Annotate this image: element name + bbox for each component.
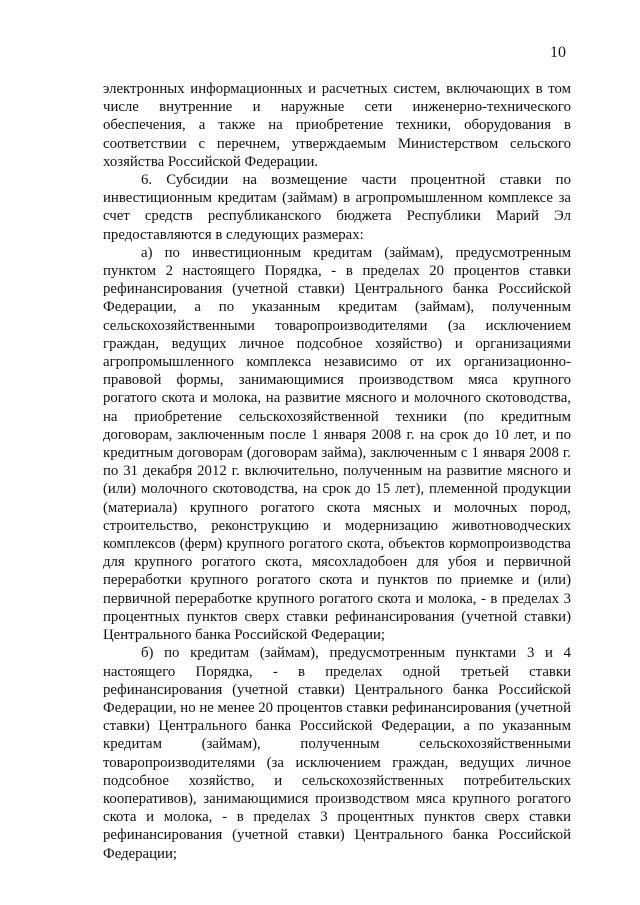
paragraph-clause-6b: б) по кредитам (займам), предусмотренным пунктами 3 и 4 настоящего Порядка, - в пределах одной третьей ставки рефинансирования (учетной ставки) Центрального банка Российской Федерации, но не менее 20 процентов ставки рефинансирования (учетной ставки) Центрального банка Российской Федерации, а по указанным кредитам (займам), полученным сельскохозяйственными товаропроизводителями (за исключением граждан, ведущих личное подсобное хозяйство, и сельскохозяйственных потребительских кооперативов), занимающимися производством мяса крупного рогатого скота и молока, - в пределах 3 процентных пунктов сверх ставки рефинансирования (учетной ставки) Центрального банка Российской Федерации; xyxy=(103,645,571,862)
page-number: 10 xyxy=(550,44,566,61)
paragraph-clause-6: 6. Субсидии на возмещение части процентной ставки по инвестиционным кредитам (займам) в агропромышленном комплексе за счет средств республиканского бюджета Республики Марий Эл предоставляются в следующих размерах: xyxy=(103,172,571,243)
paragraph-clause-6a: а) по инвестиционным кредитам (займам), предусмотренным пунктом 2 настоящего Порядка, - в пределах 20 процентов ставки рефинансирования (учетной ставки) Центрального банка Российской Федерации, а по указанным кредитам (займам), полученным сельскохозяйственными товаропроизводителями (за исключением граждан, ведущих личное подсобное хозяйство) и организациями агропромышленного комплекса независимо от их организационно-правовой формы, занимающимися производством мяса крупного рогатого скота и молока, на развитие мясного и молочного скотоводства, на приобретение сельскохозяйственной техники (по кредитным договорам, заключенным после 1 января 2008 г. на срок до 10 лет, и по кредитным договорам (договорам займа), заключенным с 1 января 2008 г. по 31 декабря 2012 г. включительно, полученным на развитие мясного и (или) молочного скотоводства, на срок до 15 лет), племенной продукции (материала) крупного рогатого скота мясных и молочных пород, строительство, реконструкцию и модернизацию животноводческих комплексов (ферм) крупного рогатого скота, объектов кормопроизводства для крупного рогатого скота, мясохладобоен для убоя и первичной переработки крупного рогатого скота и пунктов по приемке и (или) первичной переработке крупного рогатого скота и молока, - в пределах 3 процентных пунктов сверх ставки рефинансирования (учетной ставки) Центрального банка Российской Федерации; xyxy=(103,244,571,644)
document-body xyxy=(103,80,571,863)
paragraph-continuation: электронных информационных и расчетных систем, включающих в том числе внутренние и наружные сети инженерно-технического обеспечения, а также на приобретение техники, оборудования в соответствии с перечнем, утверждаемым Министерством сельского хозяйства Российской Федерации. xyxy=(103,81,571,170)
